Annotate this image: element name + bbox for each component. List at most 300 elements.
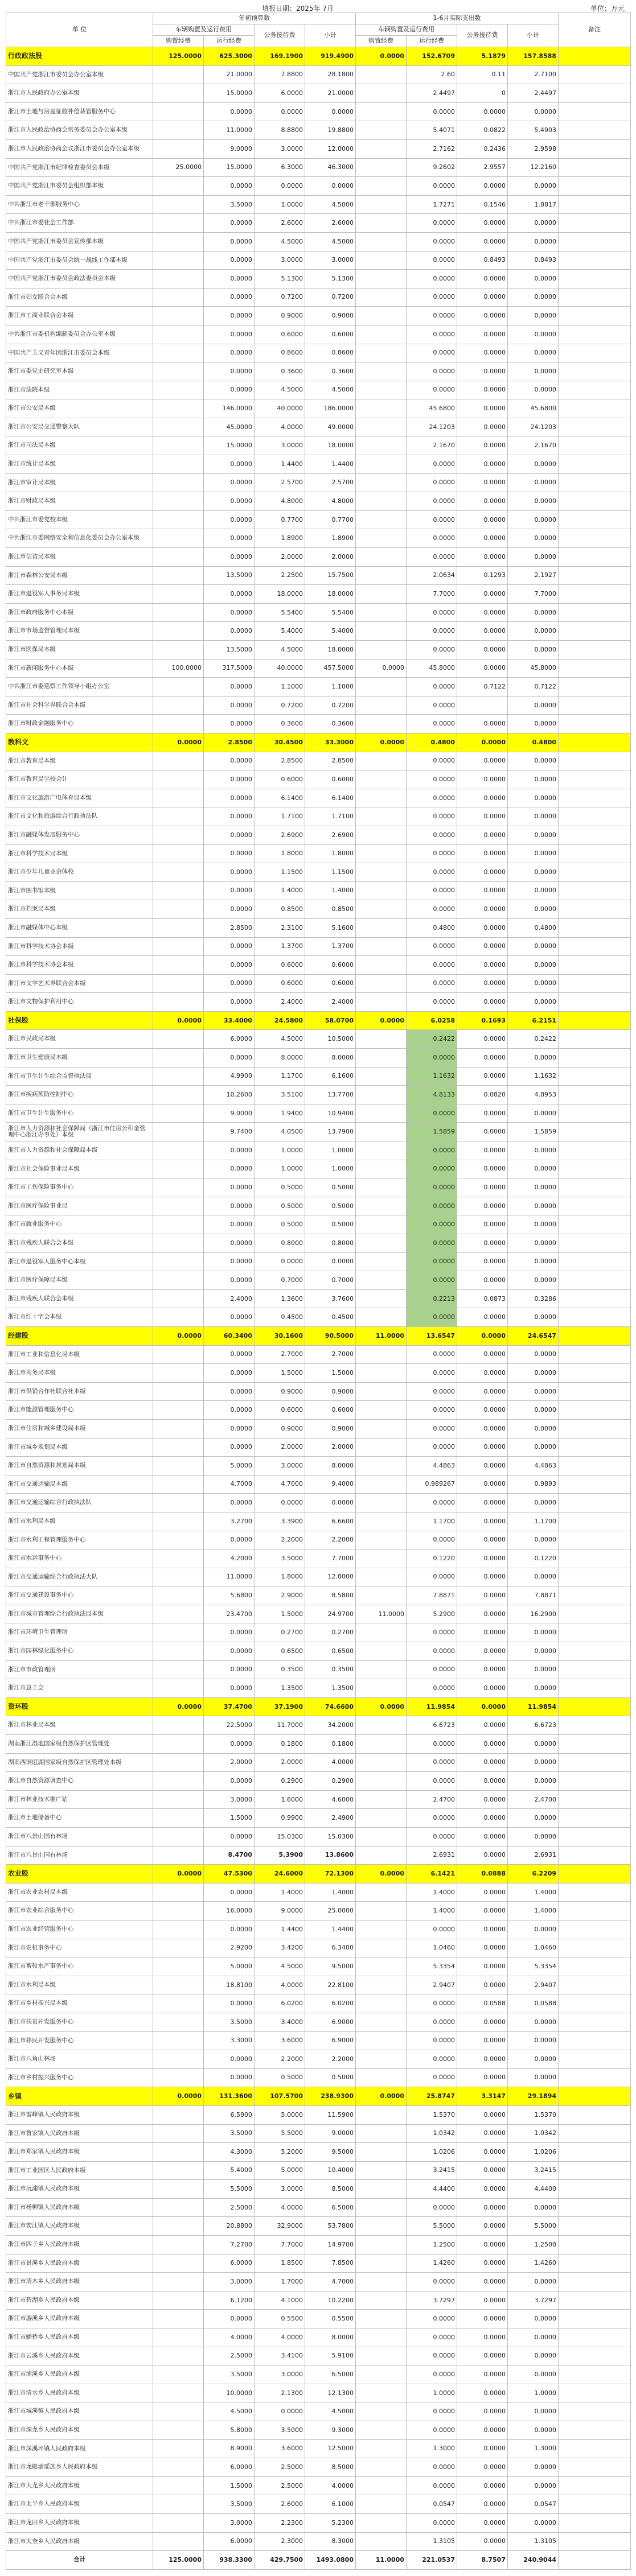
budget-reception-cell: 1.0000 <box>255 195 305 214</box>
actual-operation-cell: 6.6723 <box>407 1716 457 1735</box>
table-row <box>6 529 631 548</box>
budget-subtotal-cell: 33.3000 <box>305 733 356 752</box>
actual-operation-cell: 0.0000 <box>407 362 457 381</box>
actual-operation-cell: 1.3105 <box>407 2532 457 2551</box>
section-row <box>6 1697 631 1716</box>
actual-subtotal-cell: 0.0000 <box>508 826 559 844</box>
actual-operation-cell: 0.0000 <box>407 770 457 789</box>
budget-operation-cell: 0.0000 <box>204 1345 255 1364</box>
budget-subtotal-cell: 0.5000 <box>305 2068 356 2087</box>
actual-subtotal-cell: 7.8871 <box>508 1586 559 1605</box>
table-row <box>6 2161 631 2180</box>
actual-purchase-cell <box>356 510 407 529</box>
table-row <box>6 937 631 956</box>
budget-purchase-cell <box>153 2013 204 2031</box>
actual-purchase-cell <box>356 1623 407 1642</box>
remark-cell <box>559 1716 631 1735</box>
budget-purchase-cell <box>153 974 204 993</box>
budget-operation-cell: 0.0000 <box>204 492 255 511</box>
budget-subtotal-cell: 9.3000 <box>305 2421 356 2440</box>
actual-purchase-cell <box>356 214 407 233</box>
budget-operation-cell: 131.3600 <box>204 2087 255 2106</box>
remark-cell <box>559 2198 631 2217</box>
actual-reception-cell: 0.0000 <box>457 641 508 660</box>
actual-operation-cell: 0.0000 <box>407 381 457 399</box>
remark-cell <box>559 993 631 1012</box>
actual-subtotal-cell: 0.0000 <box>508 1382 559 1401</box>
unit-name-cell: 中国共产党浙江市委员会政法委员会本级 <box>6 270 153 288</box>
budget-subtotal-cell: 0.3500 <box>305 1660 356 1679</box>
table-row <box>6 1345 631 1364</box>
budget-reception-cell: 4.5000 <box>255 641 305 660</box>
remark-cell <box>559 84 631 103</box>
table-row <box>6 1623 631 1642</box>
unit-name-cell: 浙江市交通建设事务中心 <box>6 1586 153 1605</box>
table-row <box>6 1512 631 1531</box>
actual-operation-cell: 5.2900 <box>407 1605 457 1623</box>
budget-reception-cell: 1.5000 <box>255 1364 305 1383</box>
budget-operation-cell: 0.0000 <box>204 789 255 807</box>
actual-purchase-cell <box>356 2291 407 2310</box>
actual-operation-cell: 0.0000 <box>407 2513 457 2532</box>
actual-subtotal-cell: 0.0000 <box>508 900 559 919</box>
actual-operation-cell: 4.8133 <box>407 1086 457 1104</box>
unit-name-cell: 浙江市土地与房屋征收补偿裁管服务中心 <box>6 102 153 121</box>
table-row <box>6 826 631 844</box>
table-row <box>6 139 631 158</box>
budget-purchase-cell <box>153 937 204 956</box>
budget-operation-cell: 5.0000 <box>204 1457 255 1475</box>
actual-purchase-cell <box>356 1568 407 1586</box>
actual-reception-cell: 0.0000 <box>457 826 508 844</box>
budget-purchase-cell <box>153 2273 204 2291</box>
budget-purchase-cell <box>153 1809 204 1828</box>
budget-subtotal-cell: 4.6000 <box>305 1790 356 1809</box>
remark-cell <box>559 1883 631 1902</box>
budget-reception-cell: 0.3600 <box>255 715 305 733</box>
actual-reception-cell: 0.8493 <box>457 251 508 270</box>
budget-purchase-cell <box>153 139 204 158</box>
actual-subtotal-cell: 0.0000 <box>508 1308 559 1327</box>
unit-name-cell: 乡镇 <box>6 2087 153 2106</box>
budget-subtotal-cell: 1.1500 <box>305 863 356 882</box>
budget-reception-cell: 5.3900 <box>255 1846 305 1865</box>
budget-purchase-cell <box>153 2310 204 2328</box>
budget-subtotal-cell: 18.0000 <box>305 641 356 660</box>
actual-subtotal-cell: 6.2209 <box>508 1865 559 1883</box>
actual-reception-cell: 0.0000 <box>457 1475 508 1494</box>
remark-cell <box>559 270 631 288</box>
unit-name-cell: 浙江市大龙乡人民政府本级 <box>6 2476 153 2495</box>
unit-name-cell: 浙江市科学技术局本级 <box>6 844 153 863</box>
table-row <box>6 1790 631 1809</box>
actual-purchase-cell <box>356 2236 407 2254</box>
actual-operation-cell: 0.0000 <box>407 641 457 660</box>
budget-reception-cell: 4.0000 <box>255 1976 305 1994</box>
budget-reception-cell: 6.0200 <box>255 1994 305 2013</box>
table-row <box>6 1568 631 1586</box>
actual-purchase-cell <box>356 1920 407 1939</box>
actual-purchase-cell: 0.0000 <box>356 1865 407 1883</box>
actual-operation-cell: 0.0000 <box>407 900 457 919</box>
table-row <box>6 1271 631 1290</box>
budget-reception-cell: 7.8800 <box>255 65 305 84</box>
budget-operation-cell: 0.0000 <box>204 993 255 1012</box>
remark-cell <box>559 659 631 678</box>
budget-purchase-cell <box>153 510 204 529</box>
actual-subtotal-cell: 1.0342 <box>508 2124 559 2143</box>
actual-operation-cell: 24.1203 <box>407 418 457 436</box>
actual-operation-cell: 0.0000 <box>407 2365 457 2384</box>
actual-operation-cell: 45.6800 <box>407 399 457 418</box>
budget-subtotal-cell: 18.0000 <box>305 585 356 604</box>
actual-purchase-cell <box>356 548 407 567</box>
budget-subtotal-cell: 11.5900 <box>305 2105 356 2124</box>
actual-purchase-cell <box>356 102 407 121</box>
actual-purchase-cell <box>356 1141 407 1160</box>
budget-subtotal-cell: 0.4500 <box>305 1308 356 1327</box>
actual-purchase-cell <box>356 2532 407 2551</box>
actual-reception-cell: 0.0000 <box>457 1623 508 1642</box>
budget-subtotal-cell: 12.1300 <box>305 2384 356 2402</box>
actual-subtotal-cell: 0.3286 <box>508 1289 559 1308</box>
budget-subtotal-cell: 0.5000 <box>305 1197 356 1215</box>
budget-reception-cell: 3.5000 <box>255 2421 305 2440</box>
remark-cell <box>559 307 631 325</box>
remark-cell <box>559 1623 631 1642</box>
remark-cell <box>559 2087 631 2106</box>
actual-subtotal-cell: 0.0000 <box>508 1809 559 1828</box>
budget-subtotal-cell: 12.0000 <box>305 139 356 158</box>
table-row <box>6 1364 631 1383</box>
actual-reception-cell: 0.0000 <box>457 2458 508 2477</box>
remark-cell <box>559 1697 631 1716</box>
actual-subtotal-cell: 0.0000 <box>508 548 559 567</box>
budget-operation-cell: 9.7400 <box>204 1123 255 1141</box>
unit-name-cell: 浙江市融媒体中心本级 <box>6 918 153 937</box>
remark-cell <box>559 2328 631 2347</box>
budget-reception-cell: 5.5000 <box>255 2124 305 2143</box>
remark-cell <box>559 418 631 436</box>
actual-reception-cell: 0.0000 <box>457 1957 508 1976</box>
budget-reception-cell: 2.3000 <box>255 2532 305 2551</box>
unit-name-cell: 浙江市财政局本级 <box>6 492 153 511</box>
actual-reception-cell: 0.0000 <box>457 1030 508 1049</box>
unit-name-cell: 浙江市文化旅游广电体育局本级 <box>6 789 153 807</box>
actual-operation-cell: 11.9854 <box>407 1697 457 1716</box>
actual-reception-cell: 0.0000 <box>457 918 508 937</box>
actual-reception-cell: 0.0822 <box>457 121 508 140</box>
table-row <box>6 770 631 789</box>
table-row <box>6 956 631 975</box>
budget-reception-cell: 24.6000 <box>255 1865 305 1883</box>
budget-operation-cell: 4.0000 <box>204 2328 255 2347</box>
budget-purchase-cell <box>153 1716 204 1735</box>
actual-reception-cell: 8.7507 <box>457 2551 508 2570</box>
budget-purchase-cell <box>153 752 204 770</box>
actual-reception-cell: 0.0000 <box>457 436 508 455</box>
actual-purchase-cell <box>356 1345 407 1364</box>
remark-cell <box>559 1494 631 1512</box>
actual-purchase-cell <box>356 641 407 660</box>
budget-purchase-cell <box>153 2328 204 2347</box>
budget-reception-cell: 1.1000 <box>255 678 305 696</box>
remark-cell <box>559 362 631 381</box>
unit-name-cell: 中国共产党浙江市委员会办公室本级 <box>6 65 153 84</box>
budget-operation-cell: 2.4000 <box>204 1289 255 1308</box>
remark-cell <box>559 752 631 770</box>
actual-reception-cell: 0.0000 <box>457 2495 508 2514</box>
budget-reception-cell: 1.8500 <box>255 2254 305 2273</box>
actual-subtotal-cell: 0.0000 <box>508 1753 559 1772</box>
remark-cell <box>559 696 631 715</box>
actual-purchase-cell: 0.0000 <box>356 47 407 66</box>
budget-purchase-cell <box>153 770 204 789</box>
budget-subtotal-cell: 0.3600 <box>305 715 356 733</box>
actual-subtotal-cell: 0.0000 <box>508 2421 559 2440</box>
budget-subtotal-cell: 13.7700 <box>305 1086 356 1104</box>
actual-reception-cell: 0.0000 <box>457 752 508 770</box>
budget-operation-cell: 0.0000 <box>204 1364 255 1383</box>
actual-operation-cell: 0.0000 <box>407 1809 457 1828</box>
actual-purchase-cell <box>356 807 407 826</box>
remark-cell <box>559 770 631 789</box>
actual-subtotal-cell: 5.5000 <box>508 2217 559 2236</box>
unit-name-cell: 浙江市城乡规划局本级 <box>6 1438 153 1457</box>
unit-name-cell: 中国共产党浙江市委员会统一战线工作部本级 <box>6 251 153 270</box>
unit-name-cell: 浙江市公安局本级 <box>6 399 153 418</box>
actual-operation-cell: 0.0000 <box>407 1438 457 1457</box>
budget-purchase-cell <box>153 195 204 214</box>
unit-name-cell: 浙江市医保局本级 <box>6 641 153 660</box>
table-row <box>6 1215 631 1234</box>
budget-operation-cell: 1.5000 <box>204 1809 255 1828</box>
remark-cell <box>559 863 631 882</box>
table-row <box>6 2217 631 2236</box>
actual-operation-cell: 1.3000 <box>407 2439 457 2458</box>
budget-reception-cell: 0.9900 <box>255 1809 305 1828</box>
actual-subtotal-cell: 7.7000 <box>508 585 559 604</box>
table-row <box>6 1846 631 1865</box>
budget-purchase-cell <box>153 2421 204 2440</box>
budget-subtotal-cell: 49.0000 <box>305 418 356 436</box>
budget-subtotal-cell: 72.1300 <box>305 1865 356 1883</box>
actual-subtotal-cell: 1.0206 <box>508 2143 559 2162</box>
budget-subtotal-cell: 0.2700 <box>305 1623 356 1642</box>
actual-purchase-cell <box>356 139 407 158</box>
actual-operation-cell: 0.0000 <box>407 307 457 325</box>
actual-subtotal-cell: 0.0000 <box>508 789 559 807</box>
actual-operation-cell: 0.0000 <box>407 2347 457 2365</box>
budget-subtotal-cell: 46.3000 <box>305 158 356 177</box>
actual-operation-cell: 0.0000 <box>407 993 457 1012</box>
actual-reception-cell: 0.11 <box>457 65 508 84</box>
budget-subtotal-cell: 0.8000 <box>305 1234 356 1253</box>
budget-reception-cell: 3.6000 <box>255 2031 305 2050</box>
actual-purchase-cell <box>356 1197 407 1215</box>
remark-cell <box>559 715 631 733</box>
actual-subtotal-cell: 0.0000 <box>508 993 559 1012</box>
actual-purchase-cell <box>356 455 407 474</box>
table-row <box>6 2254 631 2273</box>
actual-subtotal-cell: 0.7122 <box>508 678 559 696</box>
actual-subtotal-cell: 0.0000 <box>508 2402 559 2421</box>
budget-operation-cell: 3.0000 <box>204 2513 255 2532</box>
table-row <box>6 881 631 900</box>
actual-subtotal-cell: 29.1894 <box>508 2087 559 2106</box>
actual-purchase-cell <box>356 1753 407 1772</box>
budget-subtotal-cell: 0.7000 <box>305 1271 356 1290</box>
table-row <box>6 715 631 733</box>
actual-subtotal-cell: 1.3105 <box>508 2532 559 2551</box>
budget-operation-cell: 0.0000 <box>204 770 255 789</box>
table-row <box>6 1289 631 1308</box>
remark-cell <box>559 1531 631 1549</box>
budget-reception-cell: 429.7500 <box>255 2551 305 2570</box>
budget-subtotal-cell: 6.1000 <box>305 2495 356 2514</box>
actual-operation-cell: 0.0000 <box>407 177 457 196</box>
actual-subtotal-cell: 0.0000 <box>508 1364 559 1383</box>
actual-reception-cell: 0.0000 <box>457 2328 508 2347</box>
remark-cell <box>559 1957 631 1976</box>
actual-subtotal-cell: 0.0000 <box>508 529 559 548</box>
actual-subtotal-cell: 0.0000 <box>508 232 559 251</box>
budget-reception-cell: 2.2500 <box>255 566 305 585</box>
budget-purchase-cell <box>153 678 204 696</box>
remark-cell <box>559 381 631 399</box>
remark-cell <box>559 1939 631 1957</box>
unit-name-cell: 浙江市郑家镇人民政府本级 <box>6 2143 153 2162</box>
actual-purchase-cell <box>356 288 407 307</box>
actual-purchase-cell <box>356 1902 407 1920</box>
remark-cell <box>559 1011 631 1030</box>
actual-subtotal-cell: 0.0000 <box>508 1419 559 1438</box>
budget-purchase-cell <box>153 362 204 381</box>
budget-operation-cell: 0.0000 <box>204 1828 255 1847</box>
actual-purchase-cell <box>356 232 407 251</box>
budget-operation-cell: 16.0000 <box>204 1902 255 1920</box>
budget-purchase-cell <box>153 1271 204 1290</box>
remark-cell <box>559 1753 631 1772</box>
actual-subtotal-cell: 0.0000 <box>508 863 559 882</box>
table-row <box>6 1067 631 1086</box>
actual-purchase-cell <box>356 177 407 196</box>
actual-operation-cell: 1.1700 <box>407 1512 457 1531</box>
actual-purchase-cell <box>356 2513 407 2532</box>
table-row <box>6 2013 631 2031</box>
actual-operation-cell: 0.0000 <box>407 1308 457 1327</box>
actual-reception-cell: 0.0000 <box>457 1846 508 1865</box>
budget-subtotal-cell: 6.3400 <box>305 1939 356 1957</box>
actual-operation-cell: 1.5859 <box>407 1123 457 1141</box>
budget-operation-cell: 4.2000 <box>204 1549 255 1568</box>
unit-name-cell: 浙江市云溪乡人民政府本级 <box>6 2347 153 2365</box>
actual-purchase-cell <box>356 2180 407 2199</box>
budget-reception-cell: 0.7200 <box>255 696 305 715</box>
budget-operation-cell: 9.0000 <box>204 139 255 158</box>
budget-purchase-cell <box>153 1753 204 1772</box>
budget-operation-cell: 3.3000 <box>204 2031 255 2050</box>
table-row <box>6 1679 631 1698</box>
budget-operation-cell: 0.0000 <box>204 1920 255 1939</box>
unit-name-cell: 浙江市科学技术协会本级 <box>6 956 153 975</box>
budget-subtotal-cell: 919.4900 <box>305 47 356 66</box>
budget-subtotal-cell: 8.0000 <box>305 2328 356 2347</box>
budget-purchase-cell <box>153 2513 204 2532</box>
actual-purchase-cell <box>356 65 407 84</box>
budget-subtotal-cell: 12.8000 <box>305 1568 356 1586</box>
actual-subtotal-cell: 0.0000 <box>508 1234 559 1253</box>
budget-subtotal-cell: 0.6000 <box>305 770 356 789</box>
actual-purchase-cell <box>356 2328 407 2347</box>
budget-reception-cell: 2.8500 <box>255 752 305 770</box>
actual-purchase-cell <box>356 2143 407 2162</box>
budget-operation-cell: 4.9900 <box>204 1067 255 1086</box>
unit-name-cell: 浙江市交通运输综合行政执法队 <box>6 1494 153 1512</box>
budget-subtotal-cell: 0.7700 <box>305 510 356 529</box>
actual-operation-cell: 0.0000 <box>407 1215 457 1234</box>
budget-subtotal-cell: 6.9000 <box>305 2031 356 2050</box>
unit-name-cell: 浙江市雷峰镇人民政府本级 <box>6 2105 153 2124</box>
actual-reception-cell: 0.0000 <box>457 937 508 956</box>
actual-subtotal-cell: 0.0000 <box>508 1215 559 1234</box>
remark-cell <box>559 2365 631 2384</box>
budget-purchase-cell <box>153 641 204 660</box>
remark-cell <box>559 548 631 567</box>
budget-reception-cell: 3.4100 <box>255 2347 305 2365</box>
budget-reception-cell: 1.7100 <box>255 807 305 826</box>
actual-reception-cell: 0.0000 <box>457 2124 508 2143</box>
budget-purchase-header: 购置经费 <box>153 36 204 47</box>
budget-reception-cell: 1.0000 <box>255 1141 305 1160</box>
actual-purchase-cell <box>356 1234 407 1253</box>
actual-operation-cell: 25.8747 <box>407 2087 457 2106</box>
remark-cell <box>559 1067 631 1086</box>
actual-reception-cell: 0.0000 <box>457 1123 508 1141</box>
unit-name-cell: 浙江市卫生健康局本级 <box>6 1049 153 1068</box>
remark-cell <box>559 1401 631 1420</box>
budget-purchase-cell <box>153 251 204 270</box>
actual-purchase-cell <box>356 1716 407 1735</box>
actual-purchase-cell <box>356 2050 407 2069</box>
budget-purchase-cell <box>153 2495 204 2514</box>
budget-purchase-cell <box>153 65 204 84</box>
budget-operation-cell: 6.1200 <box>204 2291 255 2310</box>
actual-reception-cell: 0.0000 <box>457 2031 508 2050</box>
budget-purchase-cell <box>153 1994 204 2013</box>
table-row <box>6 2050 631 2069</box>
budget-subtotal-cell: 2.4900 <box>305 1809 356 1828</box>
remark-cell <box>559 789 631 807</box>
actual-operation-cell: 1.2500 <box>407 2236 457 2254</box>
budget-purchase-cell <box>153 844 204 863</box>
unit-name-cell: 浙江市八景山国有林场 <box>6 1846 153 1865</box>
actual-purchase-cell <box>356 2217 407 2236</box>
actual-reception-cell: 0.0000 <box>457 1828 508 1847</box>
actual-subtotal-cell: 0.0000 <box>508 510 559 529</box>
actual-operation-cell: 0.0000 <box>407 1920 457 1939</box>
actual-operation-cell: 0.989267 <box>407 1475 457 1494</box>
budget-subtotal-cell: 4.8000 <box>305 492 356 511</box>
budget-purchase-cell <box>153 1252 204 1271</box>
budget-purchase-cell <box>153 2458 204 2477</box>
table-row <box>6 1976 631 1994</box>
table-row <box>6 1086 631 1104</box>
remark-cell <box>559 1104 631 1123</box>
budget-purchase-cell <box>153 1790 204 1809</box>
budget-operation-cell: 3.2700 <box>204 1512 255 1531</box>
remark-cell <box>559 1197 631 1215</box>
